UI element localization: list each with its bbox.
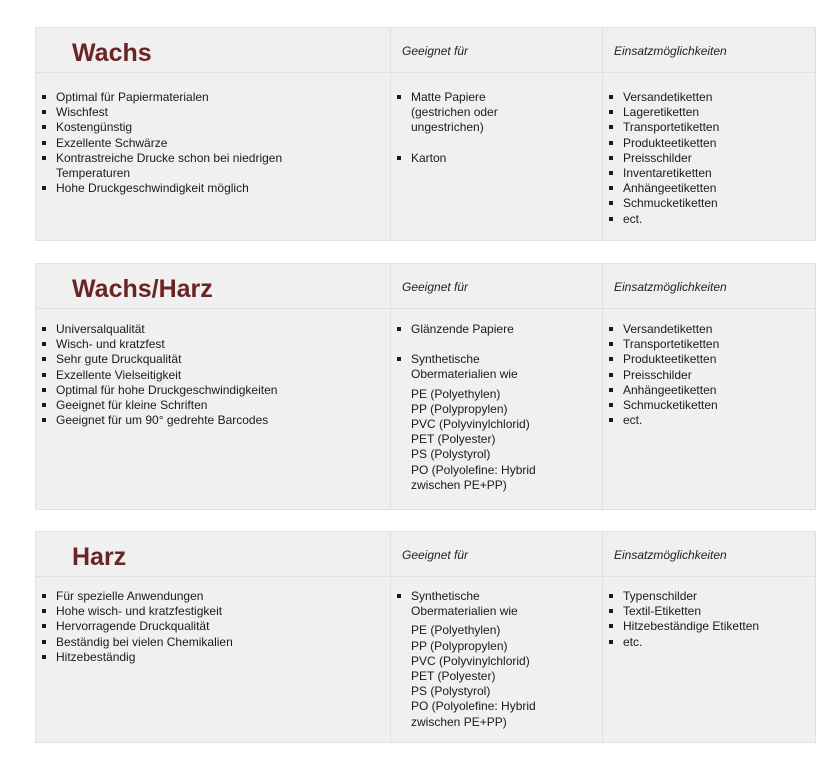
list-item: Preisschilder [603, 368, 815, 383]
suitable-list [391, 589, 602, 619]
list-item: Typenschilder [603, 589, 815, 604]
list-item: Produkteetiketten [603, 352, 815, 367]
material-item: PO (Polyolefine: Hybrid zwischen PE+PP) [411, 699, 536, 729]
list-item: Sehr gute Druckqualität [36, 352, 390, 367]
list-item: Synthetische Obermaterialien wie [391, 589, 531, 619]
list-item: Exzellente Vielseitigkeit [36, 368, 390, 383]
ribbon-table-harz [35, 531, 816, 743]
list-item: Textil-Etiketten [603, 604, 815, 619]
list-item: Hohe Druckgeschwindigkeit möglich [36, 181, 390, 196]
material-item: PVC (Polyvinylchlorid) [411, 653, 530, 668]
section-title: Wachs [72, 39, 152, 67]
properties-list [36, 589, 390, 665]
list-item: Geeignet für kleine Schriften [36, 398, 390, 413]
column-header-suitable: Geeignet für [402, 280, 469, 294]
list-item: Universalqualität [36, 322, 390, 337]
uses-list [603, 322, 815, 428]
material-item: PP (Polypropylen) [411, 401, 508, 416]
materials-list [391, 387, 602, 493]
list-item: Hitzebeständig [36, 650, 390, 665]
material-item: PP (Polypropylen) [411, 638, 508, 653]
list-item: ect. [603, 212, 815, 227]
column-header-uses: Einsatzmöglichkeiten [614, 548, 727, 562]
list-item: Geeignet für um 90° gedrehte Barcodes [36, 413, 390, 428]
material-item: PET (Polyester) [411, 432, 496, 447]
suitable-list [391, 322, 602, 383]
materials-list [391, 623, 602, 729]
material-item: PS (Polystyrol) [411, 684, 491, 699]
list-item: Produkteetiketten [603, 136, 815, 151]
list-item: ect. [603, 413, 815, 428]
list-item: Anhängeetiketten [603, 383, 815, 398]
properties-list [36, 90, 390, 196]
column-header-uses: Einsatzmöglichkeiten [614, 280, 727, 294]
list-item: Versandetiketten [603, 90, 815, 105]
list-item: Matte Papiere (gestrichen oder ungestrichen) [391, 90, 531, 136]
list-item: Anhängeetiketten [603, 181, 815, 196]
column-header-suitable: Geeignet für [402, 548, 469, 562]
uses-list [603, 589, 815, 650]
ribbon-table-wachs [35, 27, 816, 241]
list-item: etc. [603, 635, 815, 650]
list-item: Hohe wisch- und kratzfestigkeit [36, 604, 390, 619]
list-item: Lageretiketten [603, 105, 815, 120]
list-item: Schmucketiketten [603, 398, 815, 413]
list-item: Wischfest [36, 105, 390, 120]
list-item: Synthetische Obermaterialien wie [391, 352, 531, 382]
list-item: Karton [391, 151, 602, 166]
material-item: PE (Polyethylen) [411, 623, 501, 638]
list-item: Optimal für hohe Druckgeschwindigkeiten [36, 383, 390, 398]
material-item: PE (Polyethylen) [411, 386, 501, 401]
list-item: Schmucketiketten [603, 196, 815, 211]
list-item: Exzellente Schwärze [36, 136, 390, 151]
material-item: PO (Polyolefine: Hybrid zwischen PE+PP) [411, 462, 536, 492]
properties-list [36, 322, 390, 428]
material-item: PET (Polyester) [411, 669, 496, 684]
list-item: Kontrastreiche Drucke schon bei niedrigen Temperaturen [36, 151, 291, 181]
list-item: Kostengünstig [36, 120, 390, 135]
section-title: Harz [72, 543, 127, 571]
suitable-list [391, 90, 602, 166]
list-item: Inventaretiketten [603, 166, 815, 181]
list-item: Beständig bei vielen Chemikalien [36, 635, 390, 650]
uses-list [603, 90, 815, 227]
material-item: PS (Polystyrol) [411, 447, 491, 462]
list-item: Transportetiketten [603, 120, 815, 135]
list-item: Transportetiketten [603, 337, 815, 352]
list-item: Hitzebeständige Etiketten [603, 619, 815, 634]
list-item: Optimal für Papiermaterialen [36, 90, 390, 105]
list-item: Hervorragende Druckqualität [36, 619, 390, 634]
list-item: Wisch- und kratzfest [36, 337, 390, 352]
column-header-uses: Einsatzmöglichkeiten [614, 44, 727, 58]
list-item: Für spezielle Anwendungen [36, 589, 390, 604]
list-item: Versandetiketten [603, 322, 815, 337]
ribbon-table-wachs-harz [35, 263, 816, 510]
section-title: Wachs/Harz [72, 275, 213, 303]
list-item: Preisschilder [603, 151, 815, 166]
material-item: PVC (Polyvinylchlorid) [411, 417, 530, 432]
column-header-suitable: Geeignet für [402, 44, 469, 58]
list-item: Glänzende Papiere [391, 322, 602, 337]
